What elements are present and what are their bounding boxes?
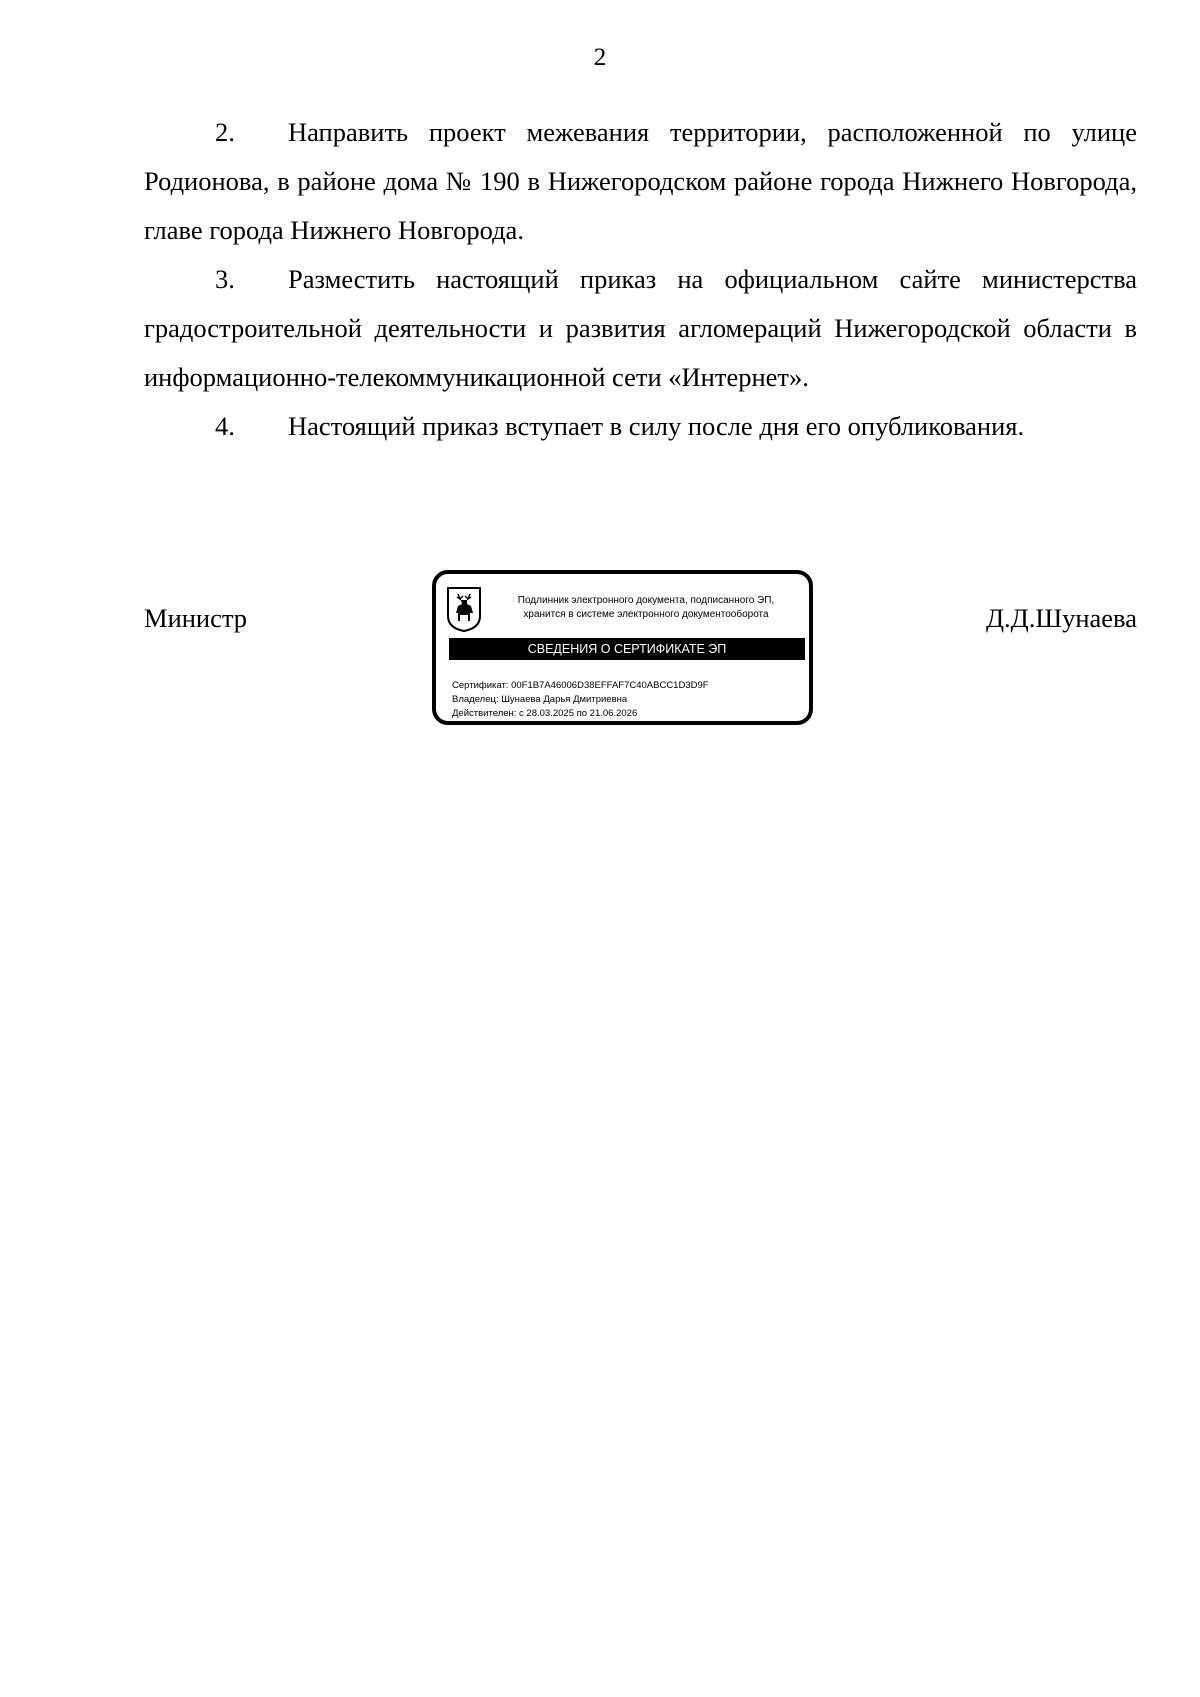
certificate-details [452, 679, 709, 721]
certificate-serial: Сертификат: 00F1B7A46006D38EFFAF7C40ABCC1D3D9F [452, 680, 709, 691]
electronic-signature-stamp [432, 570, 813, 725]
item-number: 4. [215, 411, 235, 441]
certificate-owner: Владелец: Шунаева Дарья Дмитриевна [452, 694, 628, 705]
deer-crest-icon [446, 586, 482, 632]
page-number: 2 [593, 44, 607, 71]
stamp-note-line1: Подлинник электронного документа, подписанного ЭП, [517, 595, 775, 606]
certificate-header-bar: СВЕДЕНИЯ О СЕРТИФИКАТЕ ЭП [449, 638, 805, 660]
signatory-role: Министр [144, 603, 248, 633]
stamp-note [496, 594, 796, 622]
item-number: 2. [215, 117, 235, 147]
item-text: Настоящий приказ вступает в силу после дня его опубликования. [288, 411, 1025, 441]
item-text: Разместить настоящий приказ на официальном сайте министерства градостроительной деятельности и развития агломераций Нижегородской области в информационно-телекоммуникационной сети «Интернет». [144, 264, 1137, 392]
stamp-note-line2: хранится в системе электронного документооборота [523, 609, 769, 620]
item-number: 3. [215, 264, 235, 294]
certificate-validity: Действителен: с 28.03.2025 по 21.06.2026 [452, 708, 638, 719]
order-item-2 [144, 108, 1137, 255]
order-item-3 [144, 255, 1137, 402]
item-text: Направить проект межевания территории, расположенной по улице Родионова, в районе дома № 190 в Нижегородском районе города Нижнего Новгорода, главе города Нижнего Новгорода. [144, 117, 1137, 245]
signatory-name: Д.Д.Шунаева [985, 603, 1137, 633]
order-item-4 [144, 402, 1137, 451]
